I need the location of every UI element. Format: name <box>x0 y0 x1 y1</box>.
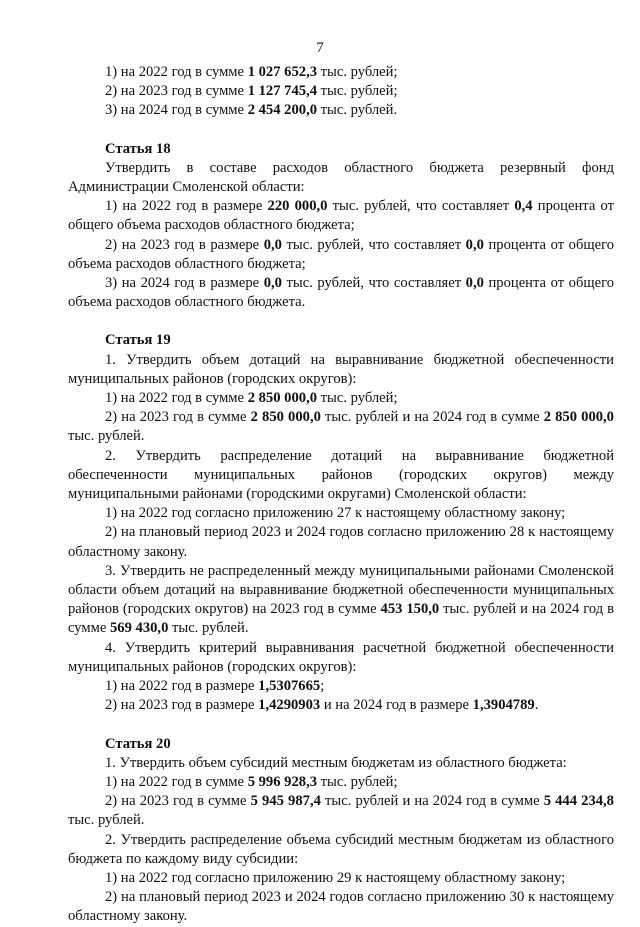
article-20-para-1-item-2: 2) на 2023 год в сумме 5 945 987,4 тыс. рублей и на 2024 год в сумме 5 444 234,8 тыс. рублей. <box>68 793 614 829</box>
page-number: 7 <box>316 40 324 56</box>
intro-item-3: 3) на 2024 год в сумме 2 454 200,0 тыс. рублей. <box>105 102 398 119</box>
article-20-heading: Статья 20 <box>105 735 171 752</box>
article-20-para-1: 1. Утвердить объем субсидий местным бюджетам из областного бюджета: <box>105 754 567 771</box>
article-20-para-2-item-1: 1) на 2022 год согласно приложению 29 к настоящему областному закону; <box>105 869 566 886</box>
article-19-para-4-item-1: 1) на 2022 год в размере 1,5307665; <box>105 678 325 695</box>
article-19-para-1-item-1: 1) на 2022 год в сумме 2 850 000,0 тыс. рублей; <box>105 390 398 407</box>
article-19-para-1-item-2: 2) на 2023 год в сумме 2 850 000,0 тыс. рублей и на 2024 год в сумме 2 850 000,0 тыс. рублей. <box>68 409 614 445</box>
article-19-para-2: 2. Утвердить распределение дотаций на выравнивание бюджетной обеспеченности муниципальных районов (городских округов) между муниципальными районами (городскими округами) Смоленской области: <box>68 447 614 503</box>
article-20-para-2-item-2: 2) на плановый период 2023 и 2024 годов согласно приложению 30 к настоящему областному закону. <box>68 889 614 925</box>
intro-item-2: 2) на 2023 год в сумме 1 127 745,4 тыс. рублей; <box>105 83 398 100</box>
article-18-item-1: 1) на 2022 год в размере 220 000,0 тыс. рублей, что составляет 0,4 процента от общего объема расходов областного бюджета; <box>68 198 614 234</box>
article-19-heading: Статья 19 <box>105 332 171 349</box>
article-19-para-2-item-2: 2) на плановый период 2023 и 2024 годов согласно приложению 28 к настоящему областному закону. <box>68 524 614 560</box>
article-20-para-2: 2. Утвердить распределение объема субсидий местным бюджетам из областного бюджета по каждому виду субсидии: <box>68 831 614 867</box>
article-18-heading: Статья 18 <box>105 140 171 157</box>
article-18-item-3: 3) на 2024 год в размере 0,0 тыс. рублей, что составляет 0,0 процента от общего объема расходов областного бюджета. <box>68 275 614 311</box>
intro-item-1: 1) на 2022 год в сумме 1 027 652,3 тыс. рублей; <box>105 64 398 80</box>
article-19-para-3: 3. Утвердить не распределенный между муниципальными районами Смоленской области объем дотаций на выравнивание бюджетной обеспеченности муниципальных районов (городских округов) на 2023 год в сумме 453 150,0 тыс. рублей и на 2024 год в сумме 569 430,0 тыс. рублей. <box>68 562 614 637</box>
article-18-item-2: 2) на 2023 год в размере 0,0 тыс. рублей, что составляет 0,0 процента от общего объема расходов областного бюджета; <box>68 236 614 272</box>
article-18-lead: Утвердить в составе расходов областного бюджета резервный фонд Администрации Смоленской области: <box>68 159 614 196</box>
document-body <box>68 63 614 927</box>
article-19-para-4: 4. Утвердить критерий выравнивания расчетной бюджетной обеспеченности муниципальных районов (городских округов): <box>68 639 614 675</box>
article-19-para-1: 1. Утвердить объем дотаций на выравнивание бюджетной обеспеченности муниципальных районов (городских округов): <box>68 351 614 387</box>
article-19-para-2-item-1: 1) на 2022 год согласно приложению 27 к настоящему областному закону; <box>105 505 566 522</box>
article-20-para-1-item-1: 1) на 2022 год в сумме 5 996 928,3 тыс. рублей; <box>105 773 398 790</box>
article-19-para-4-item-2: 2) на 2023 год в размере 1,4290903 и на 2024 год в размере 1,3904789. <box>105 697 539 714</box>
